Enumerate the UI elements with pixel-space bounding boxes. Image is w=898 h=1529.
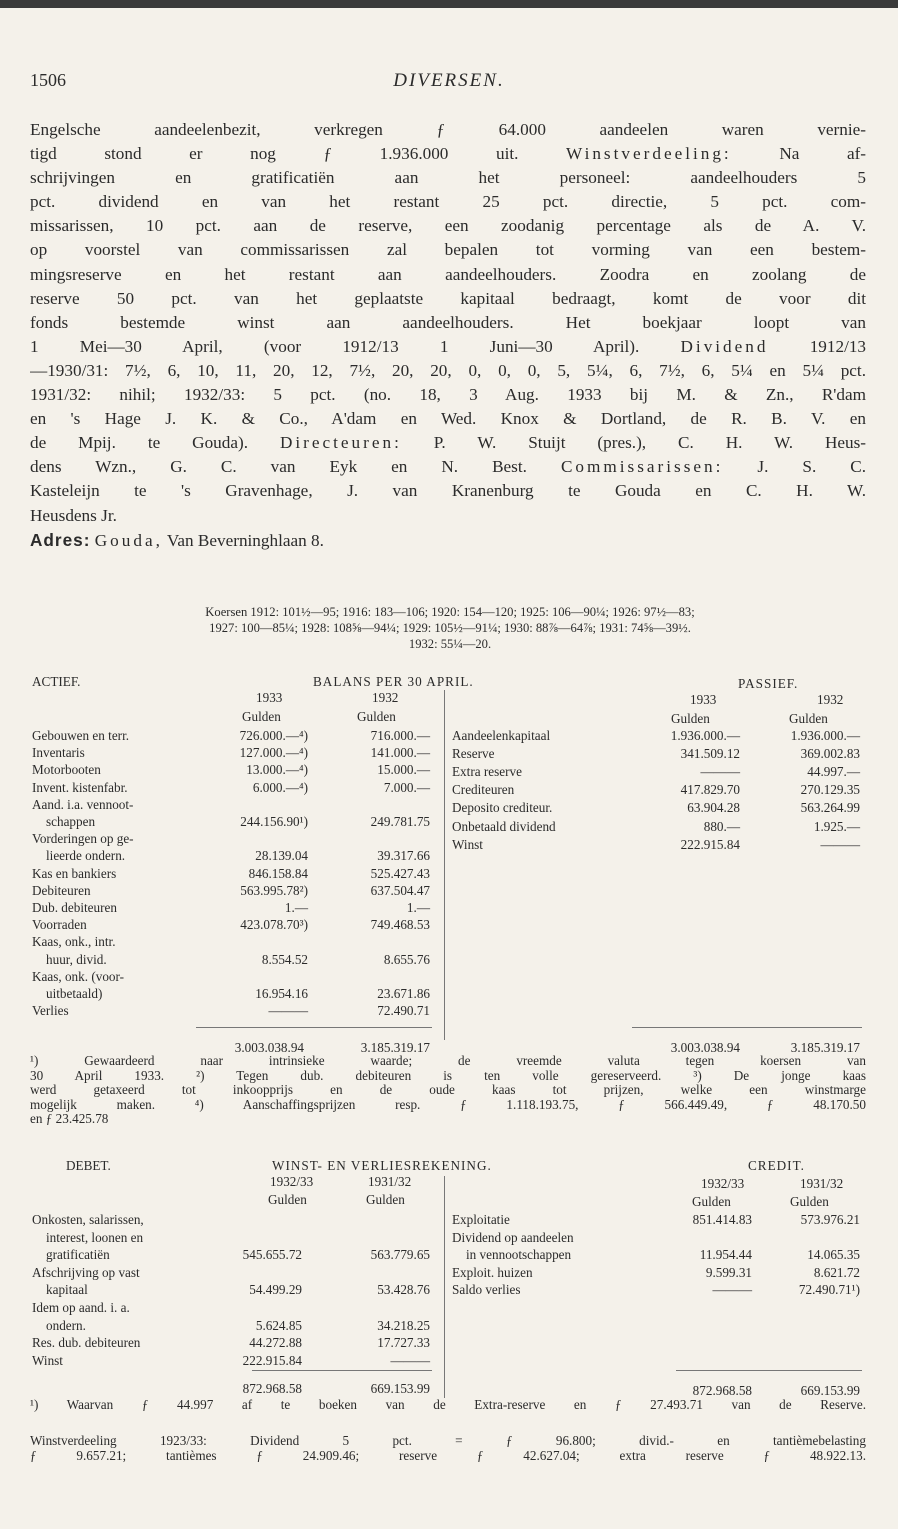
koersen-line: Koersen 1912: 101½—95; 1916: 183—106; 1920: 154—120; 1925: 106—90¼; 1926: 97½—83;: [205, 605, 695, 619]
row-value: ———: [700, 764, 740, 780]
row-label: Kaas, onk. (voor-: [32, 968, 125, 984]
year-header: 1933: [256, 690, 283, 705]
row-value: ———: [390, 1352, 430, 1368]
row-value: ———: [712, 1282, 752, 1298]
row-value: 44.997.—: [807, 764, 860, 780]
row-label: Dub. debiteuren: [32, 900, 117, 915]
page-top-edge: [0, 0, 898, 8]
body-line: 1931/32: nihil; 1932/33: 5 pct. (no. 18, 3 Aug. 1933 bij M. & Zn., R'dam: [30, 385, 866, 405]
row-label: Inventaris: [32, 745, 85, 761]
unit-header: Gulden: [790, 1194, 829, 1209]
row-label: Deposito crediteur.: [452, 800, 553, 816]
row-value: 525.427.43: [370, 865, 430, 881]
total-rule: [196, 1027, 432, 1028]
row-label: Debiteuren: [32, 882, 91, 898]
year-header: 1932/33: [270, 1174, 314, 1189]
row-value: 53.428.76: [377, 1282, 430, 1298]
footnote-line: mogelijk maken. ⁴) Aanschaffingsprijzen resp. ƒ 1.118.193.75, ƒ 566.449.49, ƒ 48.170.50: [30, 1097, 866, 1112]
row-value: 72.490.71¹): [798, 1282, 860, 1298]
row-value: 5.624.85: [255, 1317, 302, 1333]
price-history: [40, 604, 860, 652]
row-value: 545.655.72: [242, 1247, 302, 1263]
row-label: Vorderingen op ge-: [32, 831, 134, 847]
total-value: 669.153.99: [370, 1381, 430, 1396]
footnote-line: 30 April 1933. ²) Tegen dub. debiteuren is ten volle gereserveerd. ³) De jonge kaas: [30, 1068, 866, 1083]
row-value: 423.078.70³): [240, 917, 308, 933]
unit-header: Gulden: [357, 709, 396, 724]
row-value: 1.925.—: [813, 818, 860, 834]
body-line: Kasteleijn te 's Gravenhage, J. van Kranenburg te Gouda en C. H. W.: [30, 481, 866, 501]
total-value: 3.185.319.17: [360, 1040, 430, 1055]
row-value: 573.976.21: [800, 1212, 860, 1227]
koersen-line: 1927: 100—85¼; 1928: 108⅝—94¼; 1929: 105½—91¼; 1930: 88⅞—64⅞; 1931: 74⅝—39½.: [209, 621, 691, 635]
body-line: reserve 50 pct. van het geplaatste kapitaal bedraagt, komt de voor dit: [30, 288, 866, 308]
row-label: ondern.: [46, 1317, 86, 1333]
column-divider: [444, 690, 445, 1040]
row-value: ———: [820, 836, 860, 852]
row-label: Saldo verlies: [452, 1282, 521, 1298]
row-label: Invent. kistenfabr.: [32, 779, 128, 795]
row-value: 726.000.—⁴): [239, 728, 308, 743]
passief-title: PASSIEF.: [738, 676, 799, 691]
body-line: —1930/31: 7½, 6, 10, 11, 20, 12, 7½, 20, 20, 0, 0, 0, 5, 5¼, 6, 7½, 6, 5¼ en 5¼ pct.: [30, 360, 866, 380]
row-label: in vennootschappen: [466, 1247, 572, 1263]
row-value: 141.000.—: [370, 745, 430, 761]
row-label: Res. dub. debiteuren: [32, 1335, 141, 1351]
page-number: 1506: [30, 70, 66, 90]
profit-loss-title: WINST- EN VERLIESREKENING.: [272, 1158, 492, 1173]
total-rule: [252, 1370, 432, 1371]
row-label: Aandeelenkapitaal: [452, 728, 551, 743]
row-label: Winst: [32, 1352, 63, 1368]
koersen-line: 1932: 55¼—20.: [408, 637, 492, 651]
body-line: 1 Mei—30 April, (voor 1912/13 1 Juni—30 April). Dividend 1912/13: [30, 336, 866, 356]
row-label: uitbetaald): [46, 986, 103, 1001]
total-value: 669.153.99: [800, 1383, 860, 1398]
body-line: op voorstel van commissarissen zal bepalen tot vorming van een bestem-: [30, 240, 866, 260]
row-label: Kas en bankiers: [32, 865, 117, 881]
row-label: Afschrijving op vast: [32, 1264, 140, 1280]
total-value: 3.003.038.94: [670, 1040, 740, 1055]
year-header: 1932: [817, 692, 844, 707]
row-value: 1.936.000.—: [790, 728, 860, 743]
row-label: huur, divid.: [46, 951, 107, 967]
row-label: gratificatiën: [46, 1247, 110, 1263]
body-line: Engelsche aandeelenbezit, verkregen ƒ 64.000 aandeelen waren vernie-: [30, 120, 866, 139]
body-line: tigd stond er nog ƒ 1.936.000 uit. Winstverdeeling: Na af-: [30, 144, 866, 164]
total-rule: [632, 1027, 862, 1028]
row-value: 28.139.04: [255, 848, 308, 864]
body-line: schrijvingen en gratificatiën aan het personeel: aandeelhouders 5: [30, 168, 866, 188]
row-value: 8.621.72: [813, 1264, 860, 1280]
unit-header: Gulden: [366, 1192, 405, 1207]
row-value: 637.504.47: [370, 882, 430, 898]
distribution-line: ƒ 9.657.21; tantièmes ƒ 24.909.46; reserve ƒ 42.627.04; extra reserve ƒ 48.922.13.: [30, 1448, 866, 1463]
row-value: 244.156.90¹): [240, 814, 308, 829]
column-divider: [444, 1176, 445, 1398]
row-label: Idem op aand. i. a.: [32, 1300, 130, 1315]
row-label: Crediteuren: [452, 782, 515, 798]
address-label: Adres:: [30, 529, 91, 550]
row-value: 54.499.29: [249, 1282, 302, 1298]
year-header: 1931/32: [368, 1174, 412, 1189]
row-value: 369.002.83: [800, 746, 860, 762]
row-label: Kaas, onk., intr.: [32, 934, 116, 950]
row-value: 417.829.70: [680, 782, 740, 798]
row-value: 749.468.53: [370, 917, 430, 933]
total-value: 3.185.319.17: [790, 1040, 860, 1055]
footnote-line: en ƒ 23.425.78: [30, 1112, 109, 1127]
body-line: dens Wzn., G. C. van Eyk en N. Best. Commissarissen: J. S. C.: [30, 457, 866, 477]
row-label: Onbetaald dividend: [452, 818, 556, 834]
row-label: Exploit. huizen: [452, 1264, 533, 1280]
row-value: 1.—: [284, 900, 308, 915]
row-value: 1.936.000.—: [670, 728, 740, 743]
row-label: Onkosten, salarissen,: [32, 1212, 144, 1227]
row-label: interest, loonen en: [46, 1229, 144, 1245]
row-label: Voorraden: [32, 917, 87, 933]
year-header: 1933: [690, 692, 717, 707]
row-value: 34.218.25: [377, 1317, 430, 1333]
row-value: 13.000.—⁴): [246, 762, 308, 778]
row-label: Dividend op aandeelen: [452, 1229, 574, 1245]
body-line: Heusdens Jr.: [30, 505, 117, 525]
row-value: 127.000.—⁴): [239, 745, 308, 761]
row-value: 8.655.76: [383, 951, 430, 967]
profit-loss-footnote: [30, 1398, 866, 1413]
body-line: missarissen, 10 pct. aan de reserve, een zoodanig percentage als de A. V.: [30, 216, 866, 236]
row-value: 23.671.86: [377, 986, 430, 1001]
total-rule: [676, 1370, 862, 1371]
row-value: 249.781.75: [370, 814, 430, 829]
balance-footnotes: [30, 1054, 866, 1127]
body-line: fonds bestemde winst aan aandeelhouders. Het boekjaar loopt van: [30, 312, 866, 332]
row-label: Exploitatie: [452, 1212, 510, 1227]
row-value: 7.000.—: [383, 779, 430, 795]
row-value: 270.129.35: [800, 782, 860, 798]
total-value: 872.968.58: [692, 1383, 752, 1398]
row-value: 44.272.88: [249, 1335, 302, 1351]
row-label: kapitaal: [46, 1282, 88, 1298]
year-header: 1932: [372, 690, 399, 705]
row-value: 63.904.28: [687, 800, 740, 816]
row-value: 14.065.35: [807, 1247, 860, 1263]
row-value: 39.317.66: [377, 848, 430, 864]
row-value: 846.158.84: [248, 865, 308, 881]
total-value: 3.003.038.94: [234, 1040, 304, 1055]
row-value: 6.000.—⁴): [252, 779, 308, 795]
row-value: 11.954.44: [699, 1247, 752, 1263]
actief-title: ACTIEF.: [32, 674, 81, 689]
body-line: pct. dividend en van het restant 25 pct. directie, 5 pct. com-: [30, 192, 866, 212]
row-value: 222.915.84: [680, 836, 740, 852]
debet-title: DEBET.: [66, 1158, 111, 1173]
distribution-line: Winstverdeeling 1923/33: Dividend 5 pct. = ƒ 96.800; divid.- en tantièmebelasting: [30, 1434, 866, 1448]
balance-title: BALANS PER 30 APRIL.: [313, 674, 474, 689]
footnote-line: ¹) Waarvan ƒ 44.997 af te boeken van de Extra-reserve en ƒ 27.493.71 van de Reserve.: [30, 1398, 866, 1412]
row-value: 716.000.—: [370, 728, 430, 743]
row-value: 851.414.83: [692, 1212, 752, 1227]
row-value: 72.490.71: [377, 1003, 430, 1019]
row-label: lieerde ondern.: [46, 848, 126, 864]
row-label: Gebouwen en terr.: [32, 728, 130, 743]
row-label: Extra reserve: [452, 764, 522, 780]
row-value: 222.915.84: [242, 1352, 302, 1368]
company-description: [30, 118, 866, 552]
unit-header: Gulden: [268, 1192, 307, 1207]
credit-title: CREDIT.: [748, 1158, 805, 1173]
body-line: de Mpij. te Gouda). Directeuren: P. W. Stuijt (pres.), C. H. W. Heus-: [30, 433, 866, 453]
row-value: 563.779.65: [370, 1247, 430, 1263]
row-value: 8.554.52: [261, 951, 308, 967]
body-line: en 's Hage J. K. & Co., A'dam en Wed. Knox & Dortland, de R. B. V. en: [30, 409, 866, 429]
row-label: Aand. i.a. vennoot-: [32, 796, 134, 812]
year-header: 1932/33: [701, 1176, 745, 1191]
body-line: mingsreserve en het restant aan aandeelhouders. Zoodra en zoolang de: [30, 264, 866, 284]
row-value: 341.509.12: [680, 746, 740, 762]
running-head: DIVERSEN.: [393, 70, 505, 91]
row-label: Winst: [452, 836, 483, 852]
row-value: 15.000.—: [377, 762, 430, 778]
unit-header: Gulden: [242, 709, 281, 724]
row-value: 563.264.99: [800, 800, 860, 816]
row-value: ———: [268, 1003, 308, 1019]
row-label: Verlies: [32, 1003, 69, 1019]
footnote-line: werd getaxeerd tot inkoopprijs en de oude kaas tot prijzen, welke een winstmarge: [30, 1083, 866, 1098]
unit-header: Gulden: [789, 711, 828, 726]
unit-header: Gulden: [692, 1194, 731, 1209]
row-label: Reserve: [452, 746, 495, 762]
address-line: Adres: Gouda, Van Beverninghlaan 8.: [30, 529, 324, 550]
row-value: 1.—: [406, 900, 430, 915]
total-value: 872.968.58: [242, 1381, 302, 1396]
row-value: 16.954.16: [255, 986, 308, 1001]
profit-distribution: [30, 1434, 866, 1463]
row-value: 563.995.78²): [240, 882, 308, 898]
year-header: 1931/32: [800, 1176, 844, 1191]
row-value: 880.—: [703, 818, 740, 834]
row-label: schappen: [46, 814, 96, 829]
footnote-line: ¹) Gewaardeerd naar intrinsieke waarde; de vreemde valuta tegen koersen van: [30, 1054, 866, 1068]
row-value: 17.727.33: [377, 1335, 430, 1351]
row-label: Motorbooten: [32, 762, 101, 778]
unit-header: Gulden: [671, 711, 710, 726]
row-value: 9.599.31: [705, 1264, 752, 1280]
